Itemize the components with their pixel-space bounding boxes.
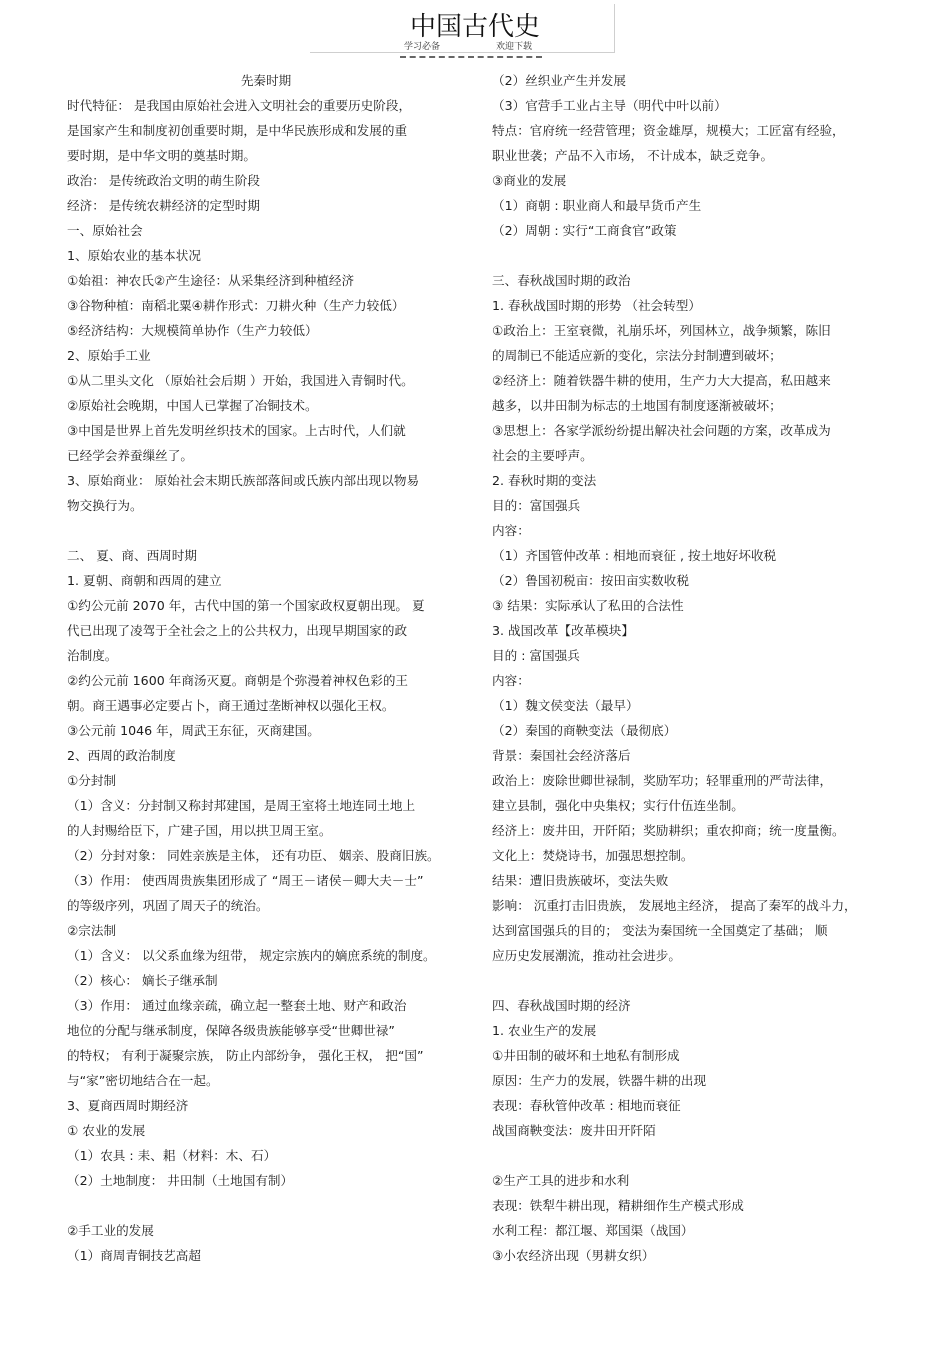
text-line: ①分封制 <box>67 773 117 788</box>
text-line: 3、原始商业： 原始社会末期氏族部落间或氏族内部出现以物易 <box>67 473 420 488</box>
text-line: 越多，以井田制为标志的土地国有制度逐渐被破坏； <box>492 398 782 413</box>
text-line: （1）齐国管仲改革 : 相地而衰征 , 按土地好坏收税 <box>492 548 777 563</box>
text-line: 治制度。 <box>67 648 118 663</box>
text-line: 的周制已不能适应新的变化，宗法分封制遭到破坏； <box>492 348 782 363</box>
text-line: ②约公元前 1600 年商汤灭夏。商朝是个弥漫着神权色彩的王 <box>67 673 409 688</box>
text-line: 四、春秋战国时期的经济 <box>492 998 631 1013</box>
text-line: 影响： 沉重打击旧贵族， 发展地主经济， 提高了秦军的战斗力， <box>492 898 857 913</box>
text-line: 特点：官府统一经营管理；资金雄厚，规模大；工匠富有经验， <box>492 123 845 138</box>
header-subtitle-left: 学习必备 <box>404 42 441 52</box>
text-line: ②宗法制 <box>67 923 117 938</box>
text-line: 达到富国强兵的目的； 变法为秦国统一全国奠定了基础； 顺 <box>492 923 828 938</box>
text-line: 是国家产生和制度初创重要时期，是中华民族形成和发展的重 <box>67 123 408 138</box>
text-line: 目的：富国强兵 <box>492 498 581 513</box>
text-line: （2）鲁国初税亩：按田亩实数收税 <box>492 573 689 588</box>
text-line: 应历史发展潮流，推动社会进步。 <box>492 948 681 963</box>
text-line: ① 农业的发展 <box>67 1123 146 1138</box>
text-line: （2）丝织业产生并发展 <box>492 73 626 88</box>
text-line: 的人封赐给臣下，广建子国，用以拱卫周王室。 <box>67 823 332 838</box>
text-line: ②原始社会晚期，中国人已掌握了冶铜技术。 <box>67 398 318 413</box>
text-line: （1）含义：分封制又称封邦建国，是周王室将土地连同土地上 <box>67 798 416 813</box>
text-line: 的特权； 有利于凝聚宗族， 防止内部纷争， 强化王权， 把“国” <box>67 1048 424 1063</box>
text-line: 经济： 是传统农耕经济的定型时期 <box>67 198 260 213</box>
text-line: ①约公元前 2070 年，古代中国的第一个国家政权夏朝出现。 夏 <box>67 598 425 613</box>
text-line: 1. 农业生产的发展 <box>492 1023 597 1038</box>
text-line: ②手工业的发展 <box>67 1223 154 1238</box>
text-line: 三、春秋战国时期的政治 <box>492 273 631 288</box>
text-line: 已经学会养蚕缫丝了。 <box>67 448 193 463</box>
text-line: （3）作用： 通过血缘亲疏，确立起一整套土地、财产和政治 <box>67 998 407 1013</box>
text-line: （3）作用： 使西周贵族集团形成了 “周王－诸侯－卿大夫－士” <box>67 873 424 888</box>
text-line: （1）商朝 : 职业商人和最早货币产生 <box>492 198 702 213</box>
text-line: 表现：春秋管仲改革 : 相地而衰征 <box>492 1098 681 1113</box>
text-line: 代已出现了凌驾于全社会之上的公共权力，出现早期国家的政 <box>67 623 408 638</box>
text-line: 与“家”密切地结合在一起。 <box>67 1073 219 1088</box>
text-line: 3. 战国改革【改革模块】 <box>492 623 634 638</box>
header-rule <box>310 52 615 53</box>
text-line: 1、原始农业的基本状况 <box>67 248 201 263</box>
text-line: 时代特征： 是我国由原始社会进入文明社会的重要历史阶段， <box>67 98 412 113</box>
text-line: ③公元前 1046 年，周武王东征，灭商建国。 <box>67 723 320 738</box>
text-line: （1）农具 : 耒、耜（材料：木、石） <box>67 1148 277 1163</box>
text-line: 原因：生产力的发展，铁器牛耕的出现 <box>492 1073 707 1088</box>
text-line: 1. 夏朝、商朝和西周的建立 <box>67 573 222 588</box>
right-text-column <box>492 68 890 1268</box>
text-line: （1）商周青铜技艺高超 <box>67 1248 201 1263</box>
text-line: ③小农经济出现（男耕女织） <box>492 1248 655 1263</box>
text-line: ②生产工具的进步和水利 <box>492 1173 630 1188</box>
text-line: ①井田制的破坏和土地私有制形成 <box>492 1048 680 1063</box>
text-line: ②经济上：随着铁器牛耕的使用，生产力大大提高，私田越来 <box>492 373 831 388</box>
text-line: 2. 春秋时期的变法 <box>492 473 597 488</box>
header-subtitle-right: 欢迎下载 <box>496 42 533 52</box>
text-line: ③ 结果：实际承认了私田的合法性 <box>492 598 684 613</box>
text-line: 先秦时期 <box>240 73 292 88</box>
text-line: 职业世袭；产品不入市场， 不计成本，缺乏竞争。 <box>492 148 774 163</box>
text-line: 背景：秦国社会经济落后 <box>492 748 631 763</box>
text-line: （2）分封对象： 同姓亲族是主体， 还有功臣、 姻亲、股商旧族。 <box>67 848 440 863</box>
text-line: 物交换行为。 <box>67 498 143 513</box>
text-line: 政治： 是传统政治文明的萌生阶段 <box>67 173 260 188</box>
text-line: 朝。商王遇事必定要占卜，商王通过垄断神权以强化王权。 <box>67 698 395 713</box>
text-line: ①始祖：神农氏②产生途径：从采集经济到种植经济 <box>67 273 355 288</box>
text-line: （2）周朝 : 实行“工商食官”政策 <box>492 223 677 238</box>
text-line: 水利工程：都江堰、郑国渠（战国） <box>492 1223 694 1238</box>
text-line: ③谷物种植：南稻北粟④耕作形式：刀耕火种（生产力较低） <box>67 298 405 313</box>
text-line: ③中国是世界上首先发明丝织技术的国家。上古时代，人们就 <box>67 423 406 438</box>
blank-line <box>67 518 465 543</box>
text-line: 一、原始社会 <box>67 223 143 238</box>
text-line: 文化上：焚烧诗书，加强思想控制。 <box>492 848 694 863</box>
text-line: 1. 春秋战国时期的形势 （社会转型） <box>492 298 701 313</box>
text-line: 内容： <box>492 673 530 688</box>
text-line: 目的 : 富国强兵 <box>492 648 580 663</box>
text-line: ①政治上：王室衰微，礼崩乐坏，列国林立，战争频繁，陈旧 <box>492 323 831 338</box>
text-line: （2）秦国的商鞅变法（最彻底） <box>492 723 677 738</box>
text-line: 建立县制，强化中央集权；实行什伍连坐制。 <box>492 798 744 813</box>
text-line: 2、原始手工业 <box>67 348 151 363</box>
text-line: 的等级序列，巩固了周天子的统治。 <box>67 898 269 913</box>
text-line: 社会的主要呼声。 <box>492 448 593 463</box>
text-line: 二、 夏、商、西周时期 <box>67 548 197 563</box>
text-line: ①从二里头文化 （原始社会后期 ）开始，我国进入青铜时代。 <box>67 373 414 388</box>
header-vertical-rule <box>614 4 615 53</box>
blank-line <box>492 243 890 268</box>
text-line: 2、西周的政治制度 <box>67 748 176 763</box>
text-line: 经济上：废井田，开阡陌；奖励耕织；重农抑商；统一度量衡。 <box>492 823 845 838</box>
text-line: （2）土地制度： 井田制（土地国有制） <box>67 1173 294 1188</box>
text-line: 政治上：废除世卿世禄制，奖励军功；轻罪重刑的严苛法律， <box>492 773 833 788</box>
document-title: 中国古代史 <box>409 12 540 42</box>
text-line: ③思想上：各家学派纷纷提出解决社会问题的方案，改革成为 <box>492 423 831 438</box>
text-line: （1）含义： 以父系血缘为纽带， 规定宗族内的嫡庶系统的制度。 <box>67 948 436 963</box>
text-line: ⑤经济结构：大规模简单协作（生产力较低） <box>67 323 318 338</box>
text-line: 结果：遭旧贵族破坏，变法失败 <box>492 873 669 888</box>
text-line: ③商业的发展 <box>492 173 567 188</box>
text-line: （2）核心： 嫡长子继承制 <box>67 973 218 988</box>
text-line: 3、夏商西周时期经济 <box>67 1098 189 1113</box>
page-header <box>0 0 950 60</box>
text-line: （3）官营手工业占主导（明代中叶以前） <box>492 98 727 113</box>
header-dashed-divider <box>400 56 542 58</box>
blank-line <box>492 1143 890 1168</box>
left-text-column <box>67 68 465 1268</box>
blank-line <box>492 968 890 993</box>
text-line: 地位的分配与继承制度，保障各级贵族能够享受“世卿世禄” <box>67 1023 395 1038</box>
text-line: 战国商鞅变法：废井田开阡陌 <box>492 1123 656 1138</box>
text-line: 表现：铁犁牛耕出现，精耕细作生产模式形成 <box>492 1198 744 1213</box>
text-line: 要时期，是中华文明的奠基时期。 <box>67 148 256 163</box>
blank-line <box>67 1193 465 1218</box>
text-line: （1）魏文侯变法（最早） <box>492 698 639 713</box>
text-line: 内容： <box>492 523 530 538</box>
